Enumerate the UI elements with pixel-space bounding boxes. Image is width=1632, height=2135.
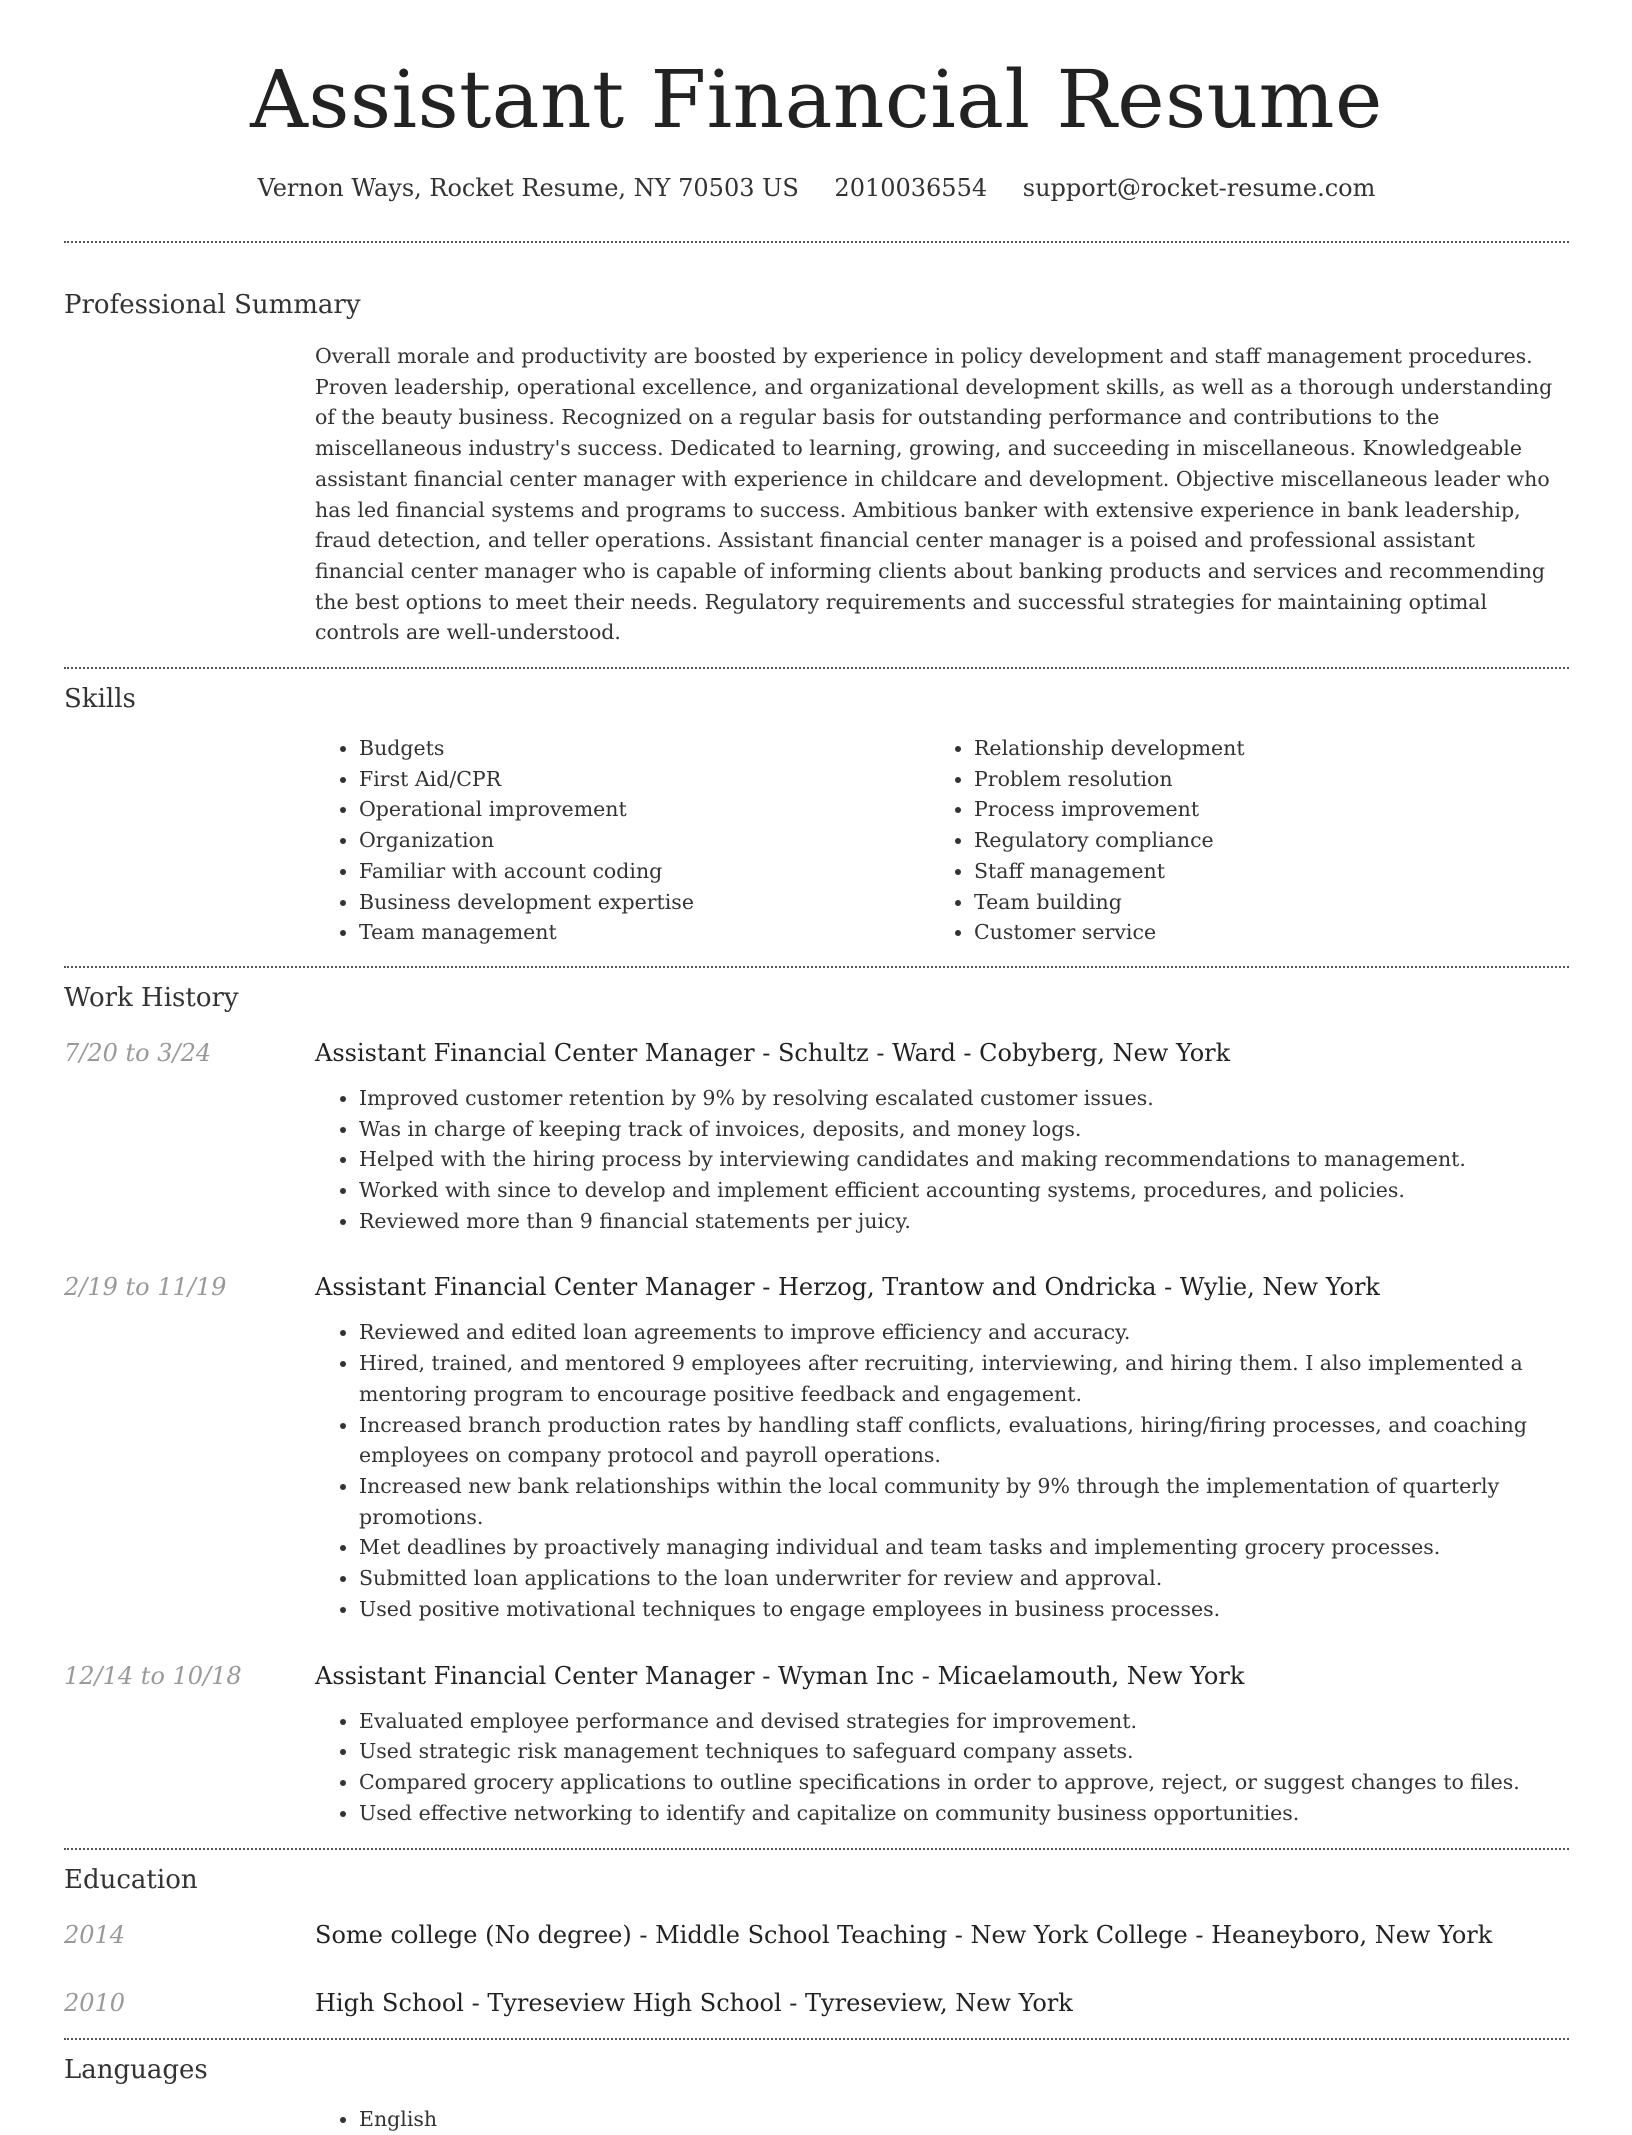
education-year: 2014 [64, 1921, 126, 1950]
education-section [64, 1862, 1569, 2020]
divider [64, 241, 1569, 243]
work-history-heading: Work History [64, 982, 239, 1013]
job-bullet: • Was in charge of keeping track of invoices, deposits, and money logs. [359, 1114, 1569, 1145]
skill-item: • Staff management [974, 856, 1545, 887]
skills-list-right [930, 733, 1545, 948]
job-dates: 2/19 to 11/19 [64, 1273, 227, 1302]
languages-section [64, 2052, 1569, 2135]
job-body [315, 1270, 1569, 1624]
language-item: • English [359, 2104, 1569, 2135]
job-bullet: • Increased new bank relationships within the local community by 9% through the implementation of quarterly promotions. [359, 1471, 1569, 1532]
education-text: Some college (No degree) - Middle School Teaching - New York College - Heaneyboro, New York [315, 1921, 1493, 1950]
skill-item: • Organization [359, 825, 930, 856]
education-year: 2010 [64, 1989, 126, 2018]
job-bullet: • Increased branch production rates by handling staff conflicts, evaluations, hiring/firing processes, and coaching employees on company protocol and payroll operations. [359, 1410, 1569, 1471]
contact-address: Vernon Ways, Rocket Resume, NY 70503 US [257, 174, 799, 202]
job-bullets [315, 1083, 1569, 1237]
skill-item: • Business development expertise [359, 887, 930, 918]
work-history-section [64, 980, 1569, 1828]
skill-item: • Team management [359, 917, 930, 948]
skills-content [315, 733, 1569, 948]
job-bullet: • Evaluated employee performance and devised strategies for improvement. [359, 1706, 1569, 1737]
job-bullet: • Compared grocery applications to outline specifications in order to approve, reject, or suggest changes to files. [359, 1767, 1569, 1798]
job-entry [64, 1036, 1569, 1237]
skill-item: • Familiar with account coding [359, 856, 930, 887]
skills-heading: Skills [64, 684, 136, 715]
languages-list [315, 2104, 1569, 2135]
job-bullet: • Helped with the hiring process by interviewing candidates and making recommendations to management. [359, 1144, 1569, 1175]
summary-heading: Professional Summary [64, 290, 361, 320]
job-bullet: • Used positive motivational techniques to engage employees in business processes. [359, 1594, 1569, 1625]
job-bullet: • Hired, trained, and mentored 9 employees after recruiting, interviewing, and hiring them. I also implemented a mentoring program to encourage positive feedback and engagement. [359, 1348, 1569, 1409]
job-entry [64, 1659, 1569, 1829]
skill-item: • Regulatory compliance [974, 825, 1545, 856]
contact-line [64, 170, 1569, 206]
job-bullet: • Used effective networking to identify and capitalize on community business opportunities. [359, 1798, 1569, 1829]
job-title: Assistant Financial Center Manager - Schultz - Ward - Cobyberg, New York [315, 1038, 1231, 1067]
resume-title: Assistant Financial Resume [250, 53, 1383, 146]
skill-item: • Problem resolution [974, 764, 1545, 795]
job-body [315, 1659, 1569, 1829]
skill-item: • First Aid/CPR [359, 764, 930, 795]
divider [64, 667, 1569, 669]
skills-section [64, 681, 1569, 948]
summary-content [315, 341, 1569, 648]
job-bullet: • Worked with since to develop and implement efficient accounting systems, procedures, and policies. [359, 1175, 1569, 1206]
skills-list-left [315, 733, 930, 948]
job-bullet: • Met deadlines by proactively managing individual and team tasks and implementing grocery processes. [359, 1532, 1569, 1563]
job-dates: 7/20 to 3/24 [64, 1038, 212, 1067]
skill-item: • Budgets [359, 733, 930, 764]
job-dates: 12/14 to 10/18 [64, 1661, 242, 1690]
education-text: High School - Tyreseview High School - Tyreseview, New York [315, 1989, 1073, 2018]
job-bullet: • Reviewed more than 9 financial statements per juicy. [359, 1206, 1569, 1237]
job-entry [64, 1270, 1569, 1624]
resume-page [64, 0, 1569, 2135]
skill-item: • Relationship development [974, 733, 1545, 764]
skill-item: • Customer service [974, 917, 1545, 948]
education-heading: Education [64, 1865, 198, 1896]
education-entry [64, 1986, 1569, 2020]
skill-item: • Team building [974, 887, 1545, 918]
divider [64, 966, 1569, 968]
divider [64, 2038, 1569, 2040]
contact-phone: 2010036554 [834, 174, 988, 202]
job-bullet: • Reviewed and edited loan agreements to improve efficiency and accuracy. [359, 1317, 1569, 1348]
job-body [315, 1036, 1569, 1237]
job-bullet: • Submitted loan applications to the loan underwriter for review and approval. [359, 1563, 1569, 1594]
divider [64, 1848, 1569, 1850]
job-bullet: • Improved customer retention by 9% by resolving escalated customer issues. [359, 1083, 1569, 1114]
job-title: Assistant Financial Center Manager - Herzog, Trantow and Ondricka - Wylie, New York [315, 1273, 1380, 1302]
skill-item: • Operational improvement [359, 794, 930, 825]
skill-item: • Process improvement [974, 794, 1545, 825]
languages-heading: Languages [64, 2055, 208, 2086]
job-bullets [315, 1706, 1569, 1829]
summary-section [64, 287, 1569, 648]
contact-email: support@rocket-resume.com [1022, 174, 1376, 202]
education-entry [64, 1918, 1569, 1952]
job-title: Assistant Financial Center Manager - Wyman Inc - Micaelamouth, New York [315, 1661, 1245, 1690]
summary-text: Overall morale and productivity are boosted by experience in policy development and staff management procedures. Proven leadership, operational excellence, and organizational development skills, as well as a thorough understanding of the beauty business. Recognized on a regular basis for outstanding performance and contributions to the miscellaneous industry's success. Dedicated to learning, growing, and succeeding in miscellaneous. Knowledgeable assistant financial center manager with experience in childcare and development. Objective miscellaneous leader who has led financial systems and programs to success. Ambitious banker with extensive experience in bank leadership, fraud detection, and teller operations. Assistant financial center manager is a poised and professional assistant financial center manager who is capable of informing clients about banking products and services and recommending the best options to meet their needs. Regulatory requirements and successful strategies for maintaining optimal controls are well-understood. [315, 344, 1553, 645]
job-bullet: • Used strategic risk management techniques to safeguard company assets. [359, 1736, 1569, 1767]
job-bullets [315, 1317, 1569, 1624]
languages-content [315, 2104, 1569, 2135]
